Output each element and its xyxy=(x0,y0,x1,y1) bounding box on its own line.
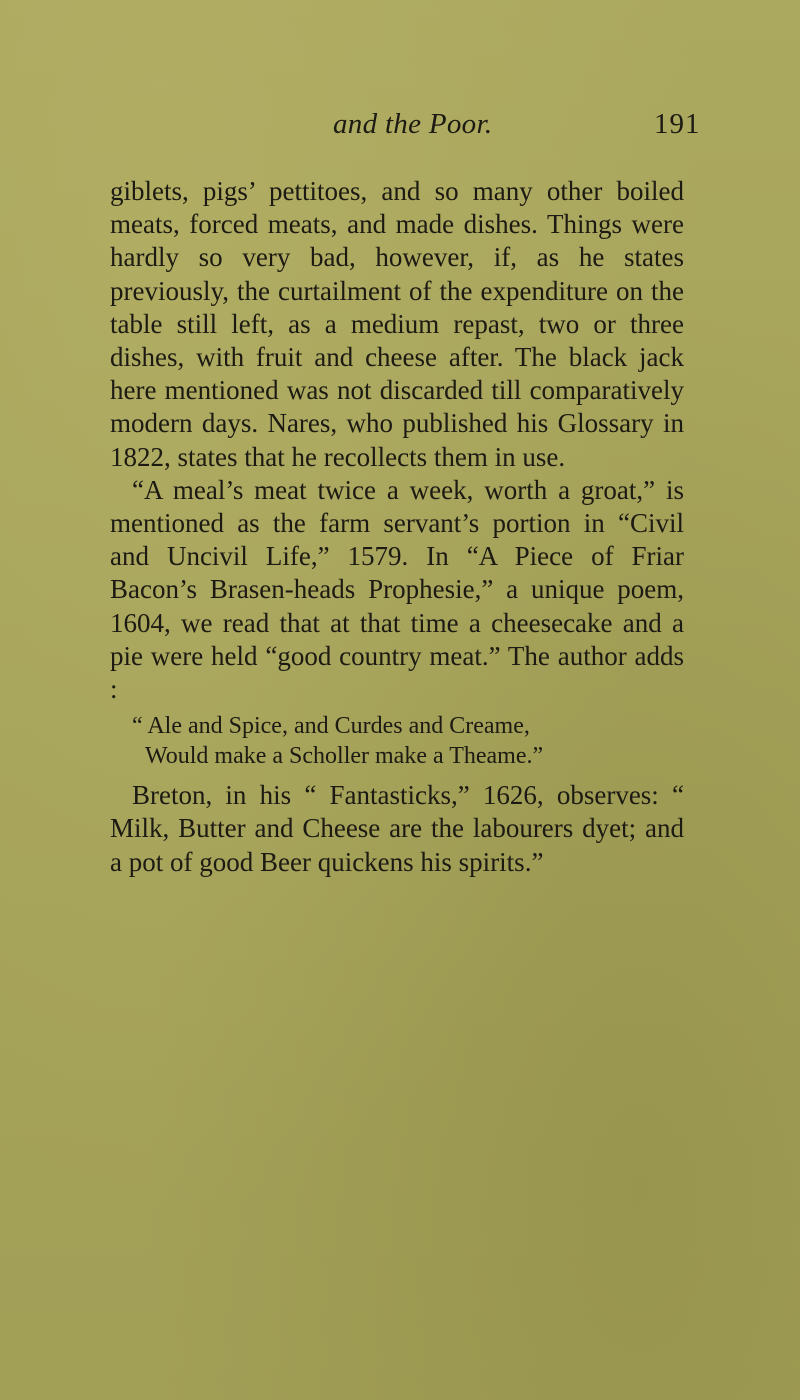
verse-line: “ Ale and Spice, and Curdes and Creame, xyxy=(132,713,530,740)
page-number: 191 xyxy=(654,108,701,140)
verse-quotation xyxy=(110,711,684,771)
paragraph-meals-meat: “A meal’s meat twice a week, worth a groat,” is mentioned as the farm servant’s portion in “Civil and Uncivil Life,” 1579. In “A Piece of Friar Bacon’s Brasen-heads Prophesie,” a unique poem, 1604, we read that at that time a cheesecake and a pie were held “good country meat.” The author adds : xyxy=(110,474,684,705)
body-text xyxy=(110,175,684,879)
paragraph-giblets: giblets, pigs’ pettitoes, and so many other boiled meats, forced meats, and made dishes. Things were hardly so very bad, however, if, as he states previously, the curtailment of the expenditure on the table still left, as a medium repast, two or three dishes, with fruit and cheese after. The black jack here mentioned was not discarded till comparatively modern days. Nares, who published his Glossary in 1822, states that he recollects them in use. xyxy=(110,176,684,472)
running-title: and the Poor. xyxy=(333,108,493,140)
verse-line: Would make a Scholler make a Theame.” xyxy=(145,743,544,770)
running-head xyxy=(0,108,800,148)
paragraph-breton: Breton, in his “ Fantasticks,” 1626, observes: “ Milk, Butter and Cheese are the labourers dyet; and a pot of good Beer quickens his spirits.” xyxy=(110,780,684,877)
